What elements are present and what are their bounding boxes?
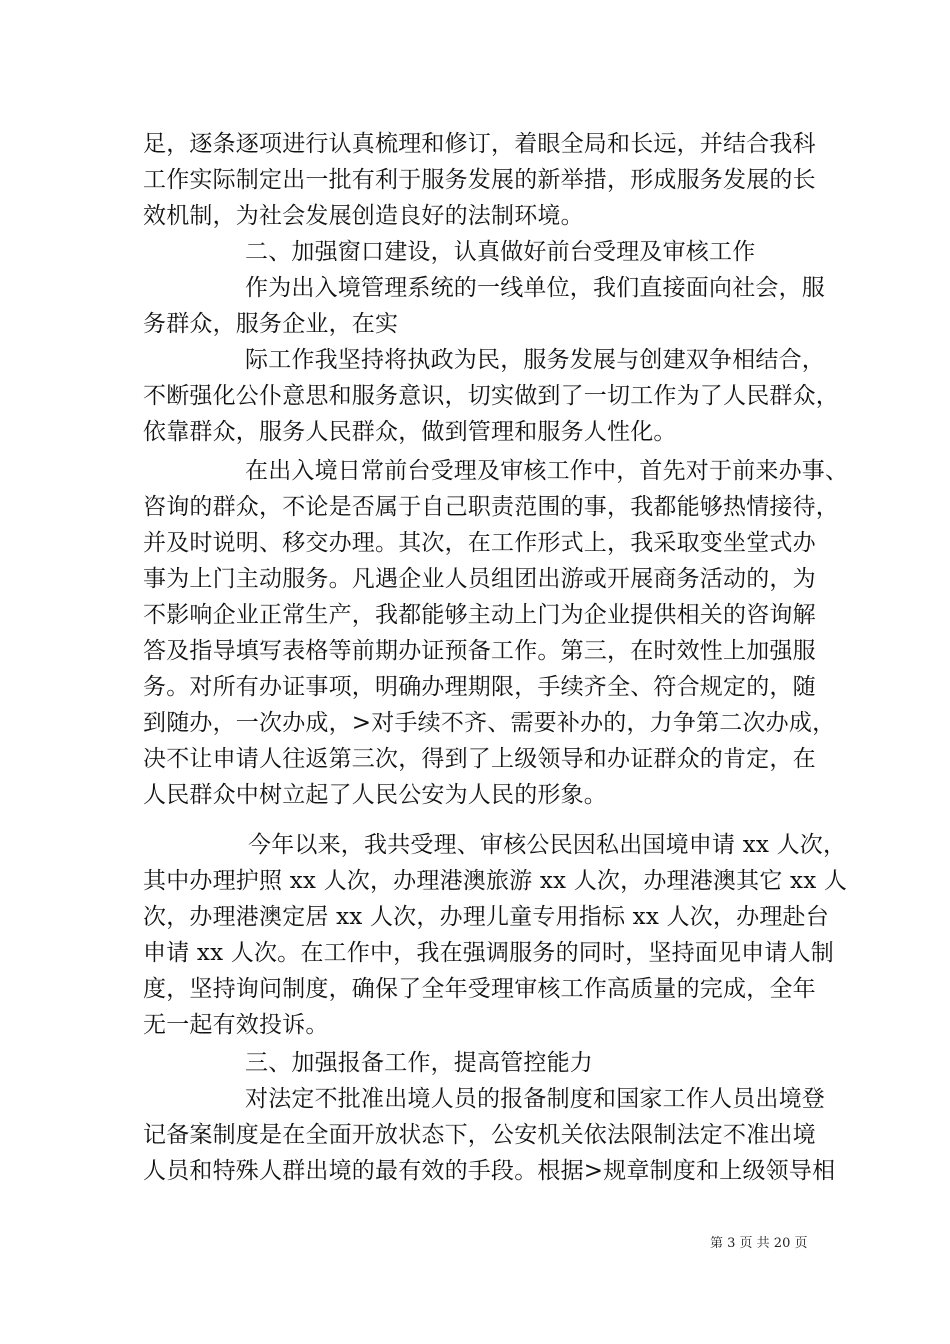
text-line-24: 度，坚持询问制度，确保了全年受理审核工作高质量的完成，全年	[143, 976, 816, 1002]
text-line-21: 其中办理护照 xx 人次，办理港澳旅游 xx 人次，办理港澳其它 xx 人	[143, 868, 848, 894]
text-line-3: 效机制，为社会发展创造良好的法制环境。	[143, 203, 584, 229]
text-line-6: 务群众，服务企业，在实	[143, 311, 399, 337]
text-line-18: 决不让申请人往返第三次，得到了上级领导和办证群众的肯定，在	[143, 746, 816, 772]
text-line-20: 今年以来，我共受理、审核公民因私出国境申请 xx 人次，	[248, 832, 847, 858]
text-line-5: 作为出入境管理系统的一线单位，我们直接面向社会，服	[245, 275, 825, 301]
text-line-13: 事为上门主动服务。凡遇企业人员组团出游或开展商务活动的，为	[143, 566, 816, 592]
text-line-1: 足，逐条逐项进行认真梳理和修订，着眼全局和长远，并结合我科	[143, 131, 816, 157]
text-line-14: 不影响企业正常生产，我都能够主动上门为企业提供相关的咨询解	[143, 602, 816, 628]
page-number-footer: 第 3 页 共 20 页	[710, 1236, 808, 1251]
text-line-11: 咨询的群众，不论是否属于自己职责范围的事，我都能够热情接待，	[143, 494, 839, 520]
text-line-16: 务。对所有办证事项，明确办理期限，手续齐全、符合规定的，随	[143, 674, 816, 700]
text-line-28: 记备案制度是在全面开放状态下，公安机关依法限制法定不准出境	[143, 1122, 816, 1148]
text-line-17: 到随办，一次办成，>对手续不齐、需要补办的，力争第二次办成，	[143, 710, 836, 736]
text-line-23: 申请 xx 人次。在工作中，我在强调服务的同时，坚持面见申请人制	[143, 940, 834, 966]
text-line-27: 对法定不批准出境人员的报备制度和国家工作人员出境登	[245, 1086, 825, 1112]
text-line-22: 次，办理港澳定居 xx 人次，办理儿童专用指标 xx 人次，办理赴台	[143, 904, 829, 930]
text-line-15: 答及指导填写表格等前期办证预备工作。第三，在时效性上加强服	[143, 638, 816, 664]
text-line-12: 并及时说明、移交办理。其次，在工作形式上，我采取变坐堂式办	[143, 530, 816, 556]
text-line-29: 人员和特殊人群出境的最有效的手段。根据>规章制度和上级领导相	[143, 1158, 836, 1184]
text-line-25: 无一起有效投诉。	[143, 1012, 329, 1038]
section-heading-2: 二、加强窗口建设，认真做好前台受理及审核工作	[245, 239, 756, 265]
text-line-2: 工作实际制定出一批有利于服务发展的新举措，形成服务发展的长	[143, 167, 816, 193]
text-line-9: 依靠群众，服务人民群众，做到管理和服务人性化。	[143, 419, 677, 445]
text-line-7: 际工作我坚持将执政为民，服务发展与创建双争相结合，	[245, 347, 825, 373]
text-line-19: 人民群众中树立起了人民公安为人民的形象。	[143, 782, 607, 808]
section-heading-3: 三、加强报备工作，提高管控能力	[245, 1050, 593, 1076]
text-line-10: 在出入境日常前台受理及审核工作中，首先对于前来办事、	[245, 458, 849, 484]
text-line-8: 不断强化公仆意思和服务意识，切实做到了一切工作为了人民群众，	[143, 383, 839, 409]
